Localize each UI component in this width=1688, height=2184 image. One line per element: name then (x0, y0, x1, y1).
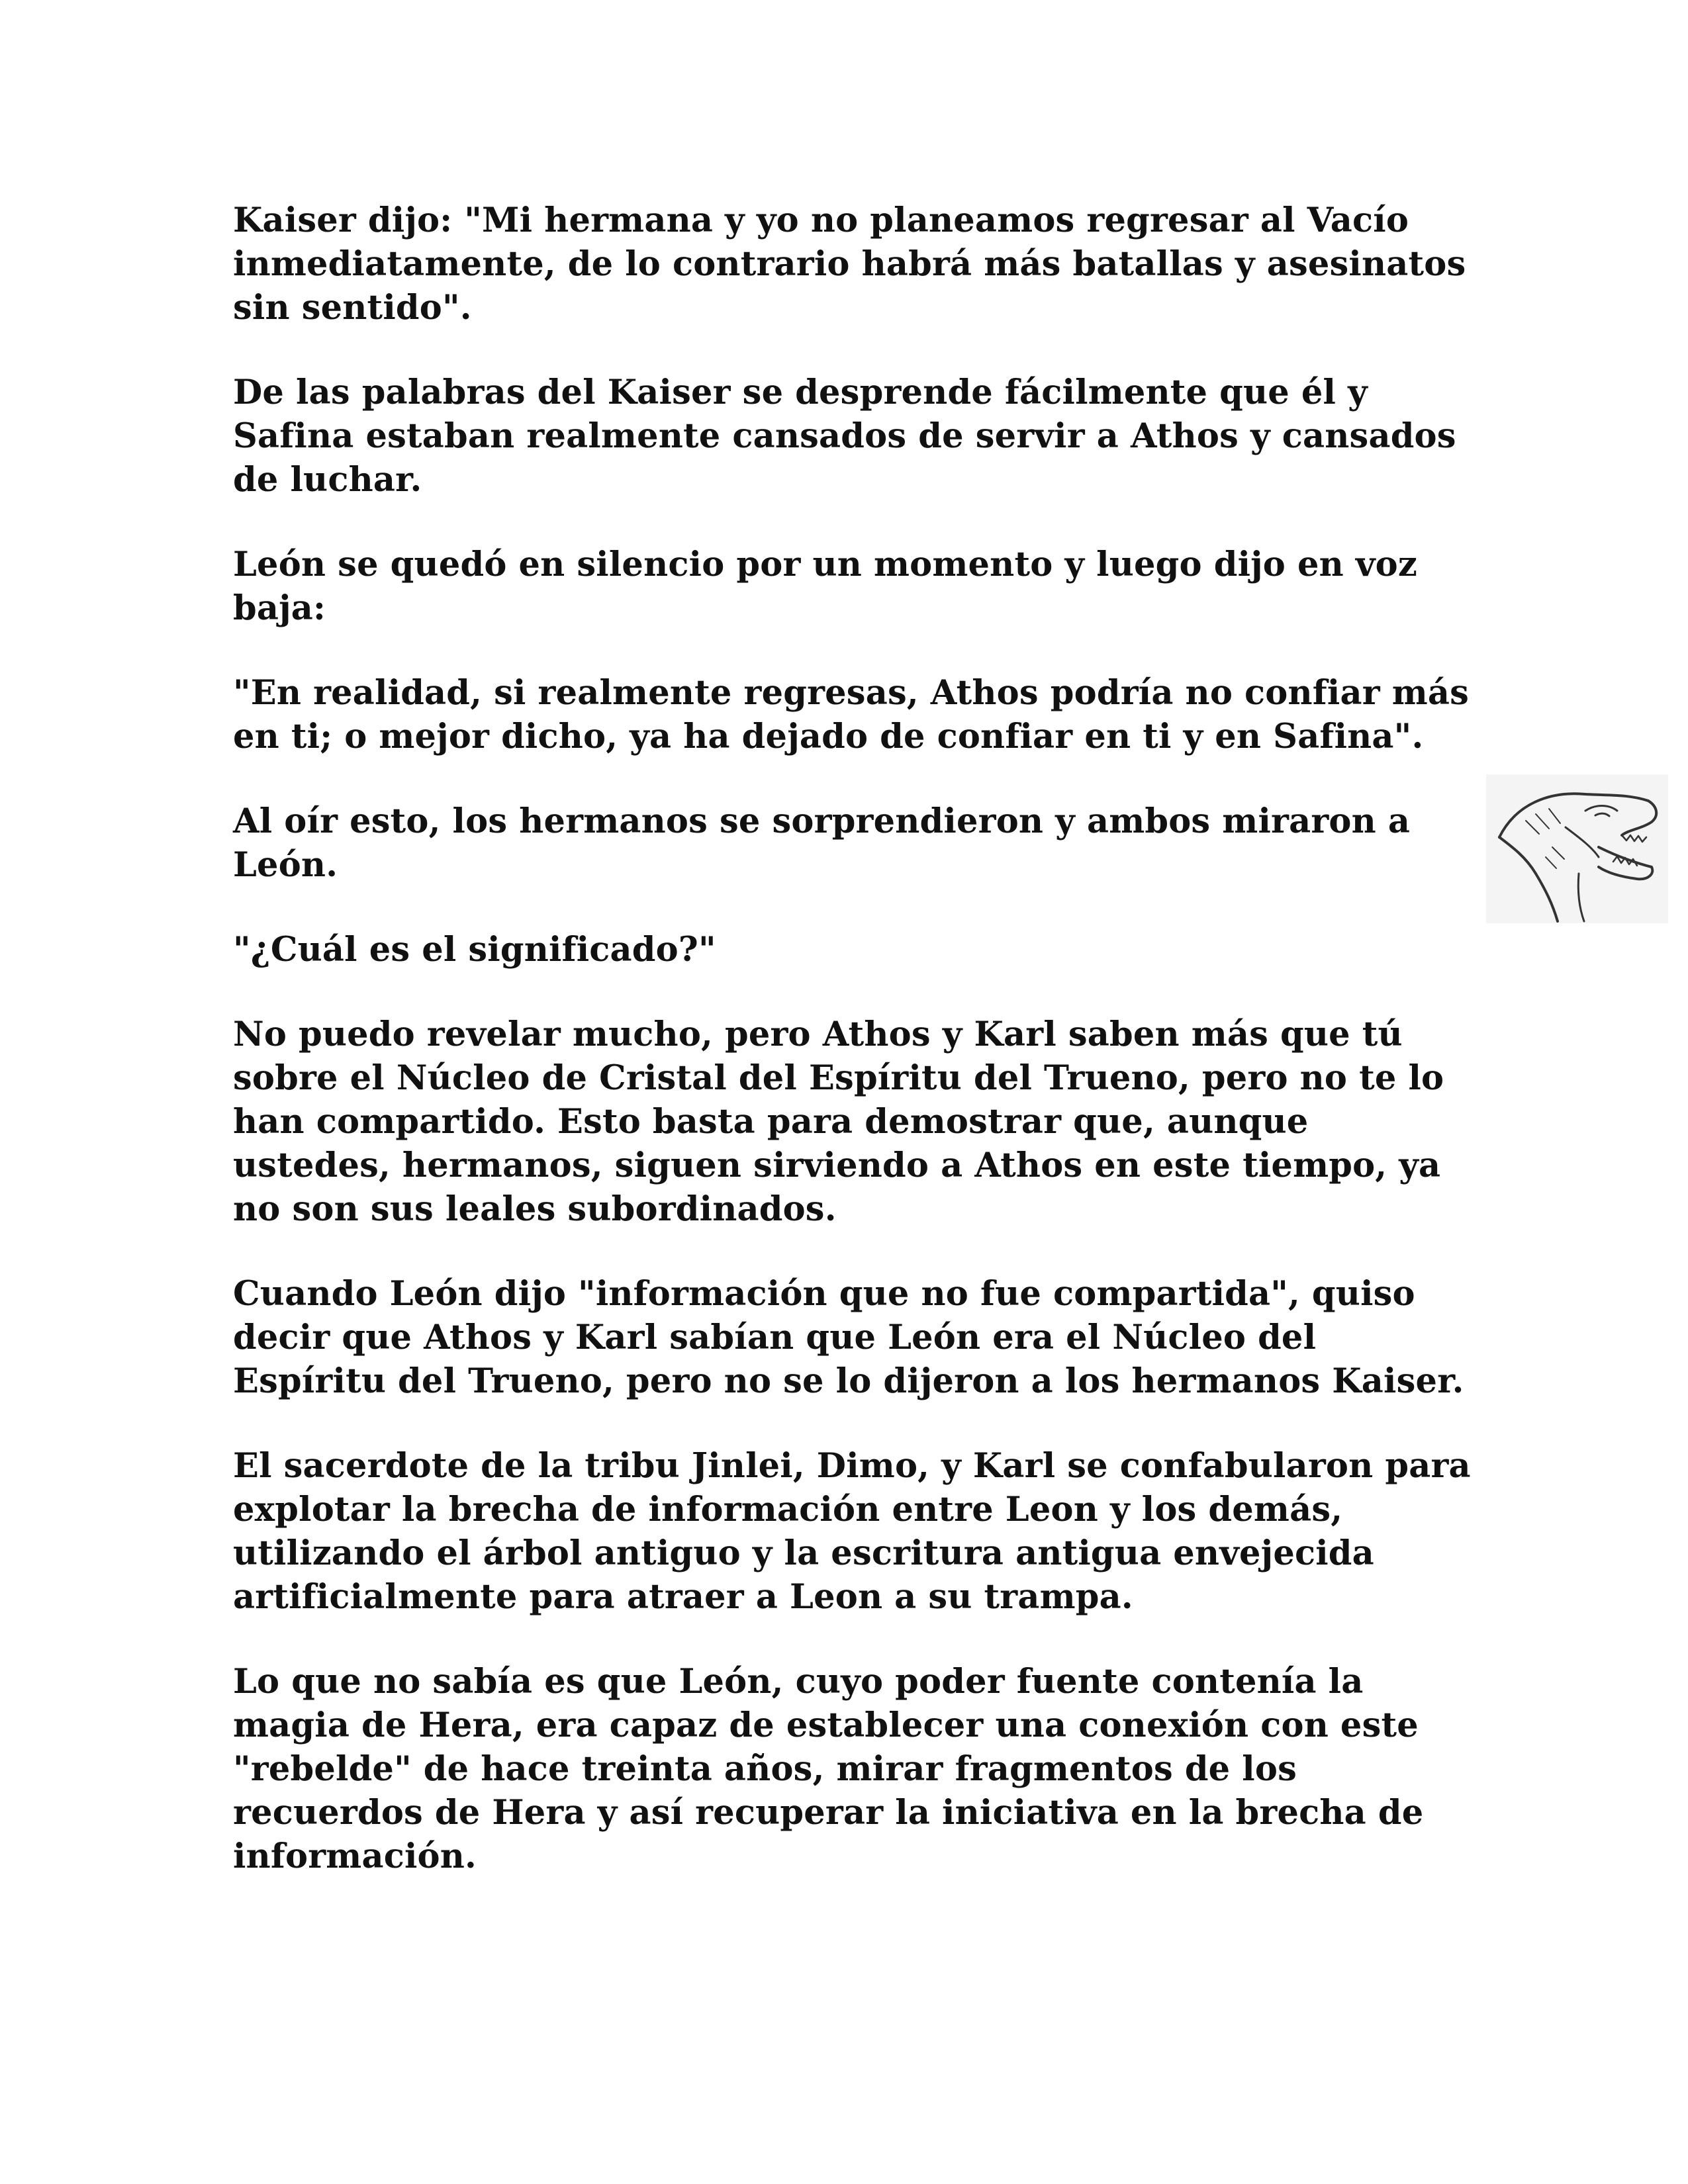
dinosaur-sketch-icon (1486, 774, 1668, 923)
paragraph-1: Kaiser dijo: "Mi hermana y yo no planeamos regresar al Vacío inmediatamente, de lo contrario habrá más batallas y asesinatos sin sentido". (233, 201, 1466, 328)
paragraph-8: Cuando León dijo "información que no fue compartida", quiso decir que Athos y Karl sabían que León era el Núcleo del Espíritu del Trueno, pero no se lo dijeron a los hermanos Kaiser. (233, 1274, 1464, 1401)
paragraph-9: El sacerdote de la tribu Jinlei, Dimo, y Karl se confabularon para explotar la brecha de información entre Leon y los demás, utilizando el árbol antiguo y la escritura antigua envejecida artificialmente para atraer a Leon a su trampa. (233, 1446, 1471, 1617)
paragraph-2: De las palabras del Kaiser se desprende fácilmente que él y Safina estaban realmente cansados de servir a Athos y cansados de luchar. (233, 373, 1456, 500)
paragraph-6: "¿Cuál es el significado?" (233, 930, 716, 970)
text-body (233, 199, 1477, 1919)
paragraph-4: "En realidad, si realmente regresas, Athos podría no confiar más en ti; o mejor dicho, ya ha dejado de confiar en ti y en Safina". (233, 673, 1470, 756)
paragraph-7: No puedo revelar mucho, pero Athos y Karl saben más que tú sobre el Núcleo de Cristal del Espíritu del Trueno, pero no te lo han compartido. Esto basta para demostrar que, aunque ustedes, hermanos, siguen sirviendo a Athos en este tiempo, ya no son sus leales subordinados. (233, 1015, 1444, 1229)
paragraph-5: Al oír esto, los hermanos se sorprendieron y ambos miraron a León. (233, 801, 1411, 885)
paragraph-10: Lo que no sabía es que León, cuyo poder fuente contenía la magia de Hera, era capaz de establecer una conexión con este "rebelde" de hace treinta años, mirar fragmentos de los recuerdos de Hera y así recuperar la iniciativa en la brecha de información. (233, 1662, 1424, 1876)
paragraph-3: León se quedó en silencio por un momento y luego dijo en voz baja: (233, 545, 1418, 628)
